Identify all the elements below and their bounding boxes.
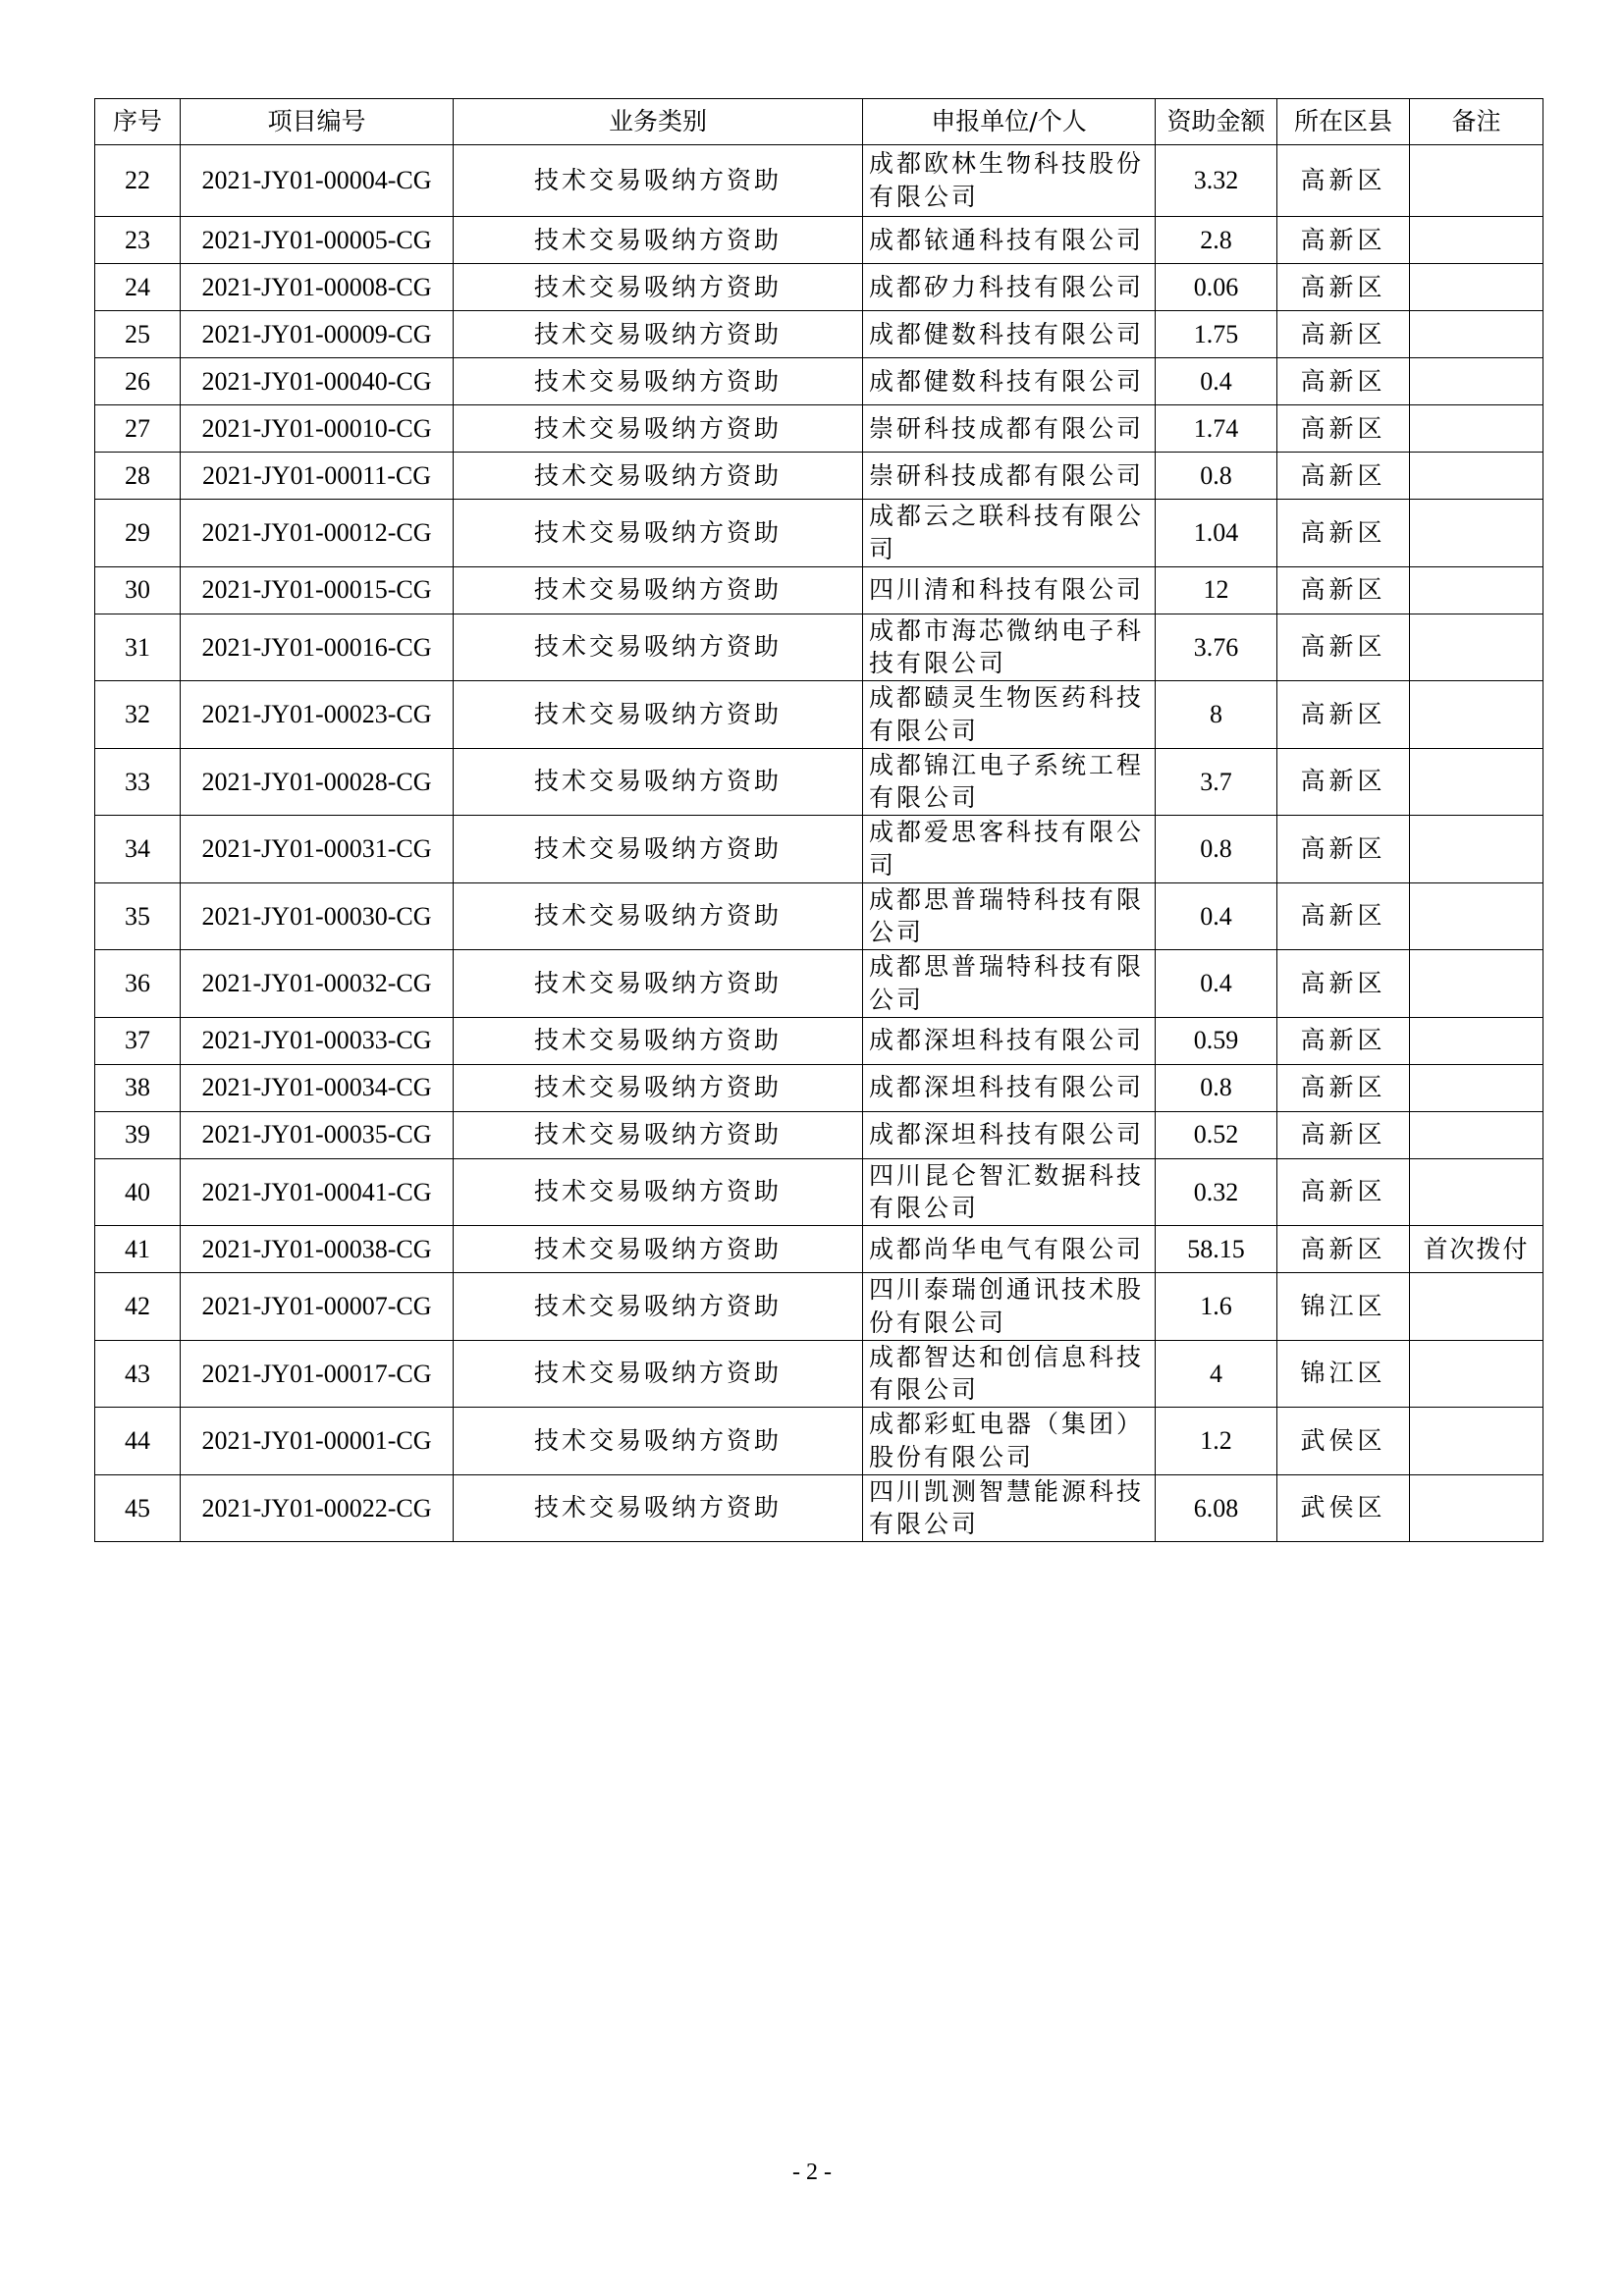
cell-district: 高新区 bbox=[1277, 500, 1410, 567]
table-row bbox=[95, 816, 1543, 883]
cell-remark bbox=[1410, 145, 1543, 217]
cell-category: 技术交易吸纳方资助 bbox=[454, 358, 863, 405]
cell-unit: 成都彩虹电器（集团）股份有限公司 bbox=[863, 1408, 1156, 1475]
cell-district: 高新区 bbox=[1277, 217, 1410, 264]
cell-amount: 0.32 bbox=[1156, 1158, 1277, 1226]
cell-seq: 45 bbox=[95, 1474, 181, 1542]
cell-seq: 36 bbox=[95, 950, 181, 1018]
cell-remark bbox=[1410, 264, 1543, 311]
cell-seq: 27 bbox=[95, 405, 181, 453]
cell-amount: 1.6 bbox=[1156, 1273, 1277, 1341]
cell-code: 2021-JY01-00004-CG bbox=[181, 145, 454, 217]
cell-seq: 32 bbox=[95, 681, 181, 749]
cell-unit: 成都铱通科技有限公司 bbox=[863, 217, 1156, 264]
cell-category: 技术交易吸纳方资助 bbox=[454, 681, 863, 749]
cell-amount: 0.59 bbox=[1156, 1017, 1277, 1064]
cell-code: 2021-JY01-00007-CG bbox=[181, 1273, 454, 1341]
cell-district: 高新区 bbox=[1277, 748, 1410, 816]
cell-remark bbox=[1410, 1408, 1543, 1475]
cell-district: 高新区 bbox=[1277, 311, 1410, 358]
header-remark: 备注 bbox=[1410, 99, 1543, 145]
cell-remark bbox=[1410, 566, 1543, 614]
cell-seq: 25 bbox=[95, 311, 181, 358]
cell-seq: 44 bbox=[95, 1408, 181, 1475]
cell-code: 2021-JY01-00034-CG bbox=[181, 1064, 454, 1111]
cell-amount: 2.8 bbox=[1156, 217, 1277, 264]
cell-unit: 成都深坦科技有限公司 bbox=[863, 1111, 1156, 1158]
page-number: - 2 - bbox=[792, 2160, 832, 2185]
table-row bbox=[95, 405, 1543, 453]
cell-code: 2021-JY01-00040-CG bbox=[181, 358, 454, 405]
cell-unit: 成都健数科技有限公司 bbox=[863, 311, 1156, 358]
cell-category: 技术交易吸纳方资助 bbox=[454, 405, 863, 453]
cell-code: 2021-JY01-00041-CG bbox=[181, 1158, 454, 1226]
header-business-category: 业务类别 bbox=[454, 99, 863, 145]
cell-amount: 4 bbox=[1156, 1340, 1277, 1408]
cell-seq: 42 bbox=[95, 1273, 181, 1341]
cell-code: 2021-JY01-00011-CG bbox=[181, 453, 454, 500]
cell-seq: 38 bbox=[95, 1064, 181, 1111]
cell-category: 技术交易吸纳方资助 bbox=[454, 1226, 863, 1273]
cell-unit: 成都锦江电子系统工程有限公司 bbox=[863, 748, 1156, 816]
table-row bbox=[95, 950, 1543, 1018]
cell-unit: 成都智达和创信息科技有限公司 bbox=[863, 1340, 1156, 1408]
header-seq: 序号 bbox=[95, 99, 181, 145]
cell-amount: 0.8 bbox=[1156, 453, 1277, 500]
cell-amount: 0.8 bbox=[1156, 1064, 1277, 1111]
cell-category: 技术交易吸纳方资助 bbox=[454, 1474, 863, 1542]
table-row bbox=[95, 748, 1543, 816]
cell-unit: 成都赜灵生物医药科技有限公司 bbox=[863, 681, 1156, 749]
cell-seq: 34 bbox=[95, 816, 181, 883]
cell-code: 2021-JY01-00032-CG bbox=[181, 950, 454, 1018]
cell-unit: 四川泰瑞创通讯技术股份有限公司 bbox=[863, 1273, 1156, 1341]
table-row bbox=[95, 1273, 1543, 1341]
cell-code: 2021-JY01-00038-CG bbox=[181, 1226, 454, 1273]
table-row bbox=[95, 1474, 1543, 1542]
cell-unit: 成都矽力科技有限公司 bbox=[863, 264, 1156, 311]
cell-unit: 成都思普瑞特科技有限公司 bbox=[863, 882, 1156, 950]
cell-category: 技术交易吸纳方资助 bbox=[454, 311, 863, 358]
table-row bbox=[95, 1226, 1543, 1273]
cell-seq: 40 bbox=[95, 1158, 181, 1226]
cell-category: 技术交易吸纳方资助 bbox=[454, 566, 863, 614]
cell-amount: 0.52 bbox=[1156, 1111, 1277, 1158]
cell-category: 技术交易吸纳方资助 bbox=[454, 264, 863, 311]
cell-amount: 58.15 bbox=[1156, 1226, 1277, 1273]
cell-district: 高新区 bbox=[1277, 1064, 1410, 1111]
table-row bbox=[95, 1017, 1543, 1064]
cell-remark bbox=[1410, 1017, 1543, 1064]
cell-remark bbox=[1410, 311, 1543, 358]
cell-unit: 四川昆仑智汇数据科技有限公司 bbox=[863, 1158, 1156, 1226]
cell-district: 锦江区 bbox=[1277, 1340, 1410, 1408]
cell-category: 技术交易吸纳方资助 bbox=[454, 1340, 863, 1408]
cell-seq: 23 bbox=[95, 217, 181, 264]
cell-remark bbox=[1410, 405, 1543, 453]
cell-district: 高新区 bbox=[1277, 681, 1410, 749]
cell-remark bbox=[1410, 1158, 1543, 1226]
funding-table bbox=[94, 98, 1543, 1542]
cell-amount: 1.75 bbox=[1156, 311, 1277, 358]
table-row bbox=[95, 1111, 1543, 1158]
cell-remark bbox=[1410, 614, 1543, 681]
table-row bbox=[95, 145, 1543, 217]
table-row bbox=[95, 311, 1543, 358]
cell-category: 技术交易吸纳方资助 bbox=[454, 217, 863, 264]
cell-remark bbox=[1410, 500, 1543, 567]
cell-remark bbox=[1410, 1111, 1543, 1158]
cell-remark bbox=[1410, 882, 1543, 950]
cell-remark bbox=[1410, 453, 1543, 500]
cell-seq: 30 bbox=[95, 566, 181, 614]
header-project-code: 项目编号 bbox=[181, 99, 454, 145]
cell-category: 技术交易吸纳方资助 bbox=[454, 1158, 863, 1226]
cell-amount: 6.08 bbox=[1156, 1474, 1277, 1542]
cell-unit: 成都深坦科技有限公司 bbox=[863, 1017, 1156, 1064]
cell-remark bbox=[1410, 1340, 1543, 1408]
table-row bbox=[95, 566, 1543, 614]
cell-district: 高新区 bbox=[1277, 614, 1410, 681]
cell-category: 技术交易吸纳方资助 bbox=[454, 1408, 863, 1475]
cell-seq: 26 bbox=[95, 358, 181, 405]
table-row bbox=[95, 500, 1543, 567]
cell-code: 2021-JY01-00008-CG bbox=[181, 264, 454, 311]
cell-unit: 成都欧林生物科技股份有限公司 bbox=[863, 145, 1156, 217]
cell-category: 技术交易吸纳方资助 bbox=[454, 882, 863, 950]
table-row bbox=[95, 1064, 1543, 1111]
cell-unit: 成都爱思客科技有限公司 bbox=[863, 816, 1156, 883]
cell-unit: 崇研科技成都有限公司 bbox=[863, 405, 1156, 453]
cell-code: 2021-JY01-00022-CG bbox=[181, 1474, 454, 1542]
cell-category: 技术交易吸纳方资助 bbox=[454, 1273, 863, 1341]
table-row bbox=[95, 681, 1543, 749]
cell-unit: 成都市海芯微纳电子科技有限公司 bbox=[863, 614, 1156, 681]
cell-district: 高新区 bbox=[1277, 816, 1410, 883]
cell-category: 技术交易吸纳方资助 bbox=[454, 145, 863, 217]
cell-amount: 1.74 bbox=[1156, 405, 1277, 453]
cell-amount: 3.76 bbox=[1156, 614, 1277, 681]
cell-seq: 22 bbox=[95, 145, 181, 217]
cell-amount: 3.32 bbox=[1156, 145, 1277, 217]
table-row bbox=[95, 1408, 1543, 1475]
cell-district: 高新区 bbox=[1277, 1226, 1410, 1273]
cell-code: 2021-JY01-00015-CG bbox=[181, 566, 454, 614]
cell-district: 高新区 bbox=[1277, 1017, 1410, 1064]
cell-category: 技术交易吸纳方资助 bbox=[454, 500, 863, 567]
cell-remark bbox=[1410, 358, 1543, 405]
cell-district: 高新区 bbox=[1277, 1111, 1410, 1158]
cell-unit: 崇研科技成都有限公司 bbox=[863, 453, 1156, 500]
cell-amount: 1.04 bbox=[1156, 500, 1277, 567]
cell-unit: 成都健数科技有限公司 bbox=[863, 358, 1156, 405]
cell-district: 武侯区 bbox=[1277, 1408, 1410, 1475]
cell-category: 技术交易吸纳方资助 bbox=[454, 1017, 863, 1064]
cell-district: 锦江区 bbox=[1277, 1273, 1410, 1341]
cell-seq: 35 bbox=[95, 882, 181, 950]
cell-amount: 8 bbox=[1156, 681, 1277, 749]
cell-seq: 43 bbox=[95, 1340, 181, 1408]
cell-seq: 29 bbox=[95, 500, 181, 567]
cell-amount: 0.4 bbox=[1156, 882, 1277, 950]
cell-remark bbox=[1410, 681, 1543, 749]
cell-category: 技术交易吸纳方资助 bbox=[454, 453, 863, 500]
cell-unit: 成都思普瑞特科技有限公司 bbox=[863, 950, 1156, 1018]
cell-code: 2021-JY01-00012-CG bbox=[181, 500, 454, 567]
cell-district: 高新区 bbox=[1277, 405, 1410, 453]
cell-code: 2021-JY01-00010-CG bbox=[181, 405, 454, 453]
table-row bbox=[95, 614, 1543, 681]
cell-category: 技术交易吸纳方资助 bbox=[454, 1064, 863, 1111]
cell-district: 高新区 bbox=[1277, 358, 1410, 405]
cell-remark: 首次拨付 bbox=[1410, 1226, 1543, 1273]
cell-code: 2021-JY01-00030-CG bbox=[181, 882, 454, 950]
table-body bbox=[95, 145, 1543, 1542]
cell-amount: 0.4 bbox=[1156, 950, 1277, 1018]
cell-seq: 33 bbox=[95, 748, 181, 816]
cell-amount: 12 bbox=[1156, 566, 1277, 614]
cell-remark bbox=[1410, 1064, 1543, 1111]
cell-code: 2021-JY01-00016-CG bbox=[181, 614, 454, 681]
cell-code: 2021-JY01-00017-CG bbox=[181, 1340, 454, 1408]
cell-category: 技术交易吸纳方资助 bbox=[454, 816, 863, 883]
cell-district: 高新区 bbox=[1277, 566, 1410, 614]
header-applicant: 申报单位/个人 bbox=[863, 99, 1156, 145]
header-district: 所在区县 bbox=[1277, 99, 1410, 145]
cell-amount: 0.06 bbox=[1156, 264, 1277, 311]
cell-seq: 37 bbox=[95, 1017, 181, 1064]
cell-amount: 0.8 bbox=[1156, 816, 1277, 883]
cell-district: 高新区 bbox=[1277, 1158, 1410, 1226]
cell-code: 2021-JY01-00023-CG bbox=[181, 681, 454, 749]
cell-district: 高新区 bbox=[1277, 264, 1410, 311]
table-row bbox=[95, 264, 1543, 311]
table-row bbox=[95, 1340, 1543, 1408]
cell-seq: 28 bbox=[95, 453, 181, 500]
cell-seq: 41 bbox=[95, 1226, 181, 1273]
cell-unit: 成都尚华电气有限公司 bbox=[863, 1226, 1156, 1273]
cell-district: 高新区 bbox=[1277, 145, 1410, 217]
cell-code: 2021-JY01-00009-CG bbox=[181, 311, 454, 358]
cell-unit: 成都云之联科技有限公司 bbox=[863, 500, 1156, 567]
cell-remark bbox=[1410, 217, 1543, 264]
cell-code: 2021-JY01-00031-CG bbox=[181, 816, 454, 883]
cell-code: 2021-JY01-00035-CG bbox=[181, 1111, 454, 1158]
cell-remark bbox=[1410, 816, 1543, 883]
table-row bbox=[95, 217, 1543, 264]
cell-remark bbox=[1410, 1474, 1543, 1542]
cell-amount: 3.7 bbox=[1156, 748, 1277, 816]
cell-seq: 24 bbox=[95, 264, 181, 311]
cell-code: 2021-JY01-00033-CG bbox=[181, 1017, 454, 1064]
cell-remark bbox=[1410, 748, 1543, 816]
cell-unit: 成都深坦科技有限公司 bbox=[863, 1064, 1156, 1111]
cell-district: 高新区 bbox=[1277, 453, 1410, 500]
cell-category: 技术交易吸纳方资助 bbox=[454, 614, 863, 681]
table-row bbox=[95, 453, 1543, 500]
cell-unit: 四川凯测智慧能源科技有限公司 bbox=[863, 1474, 1156, 1542]
cell-category: 技术交易吸纳方资助 bbox=[454, 748, 863, 816]
cell-district: 武侯区 bbox=[1277, 1474, 1410, 1542]
cell-seq: 31 bbox=[95, 614, 181, 681]
cell-category: 技术交易吸纳方资助 bbox=[454, 1111, 863, 1158]
header-amount: 资助金额 bbox=[1156, 99, 1277, 145]
cell-code: 2021-JY01-00001-CG bbox=[181, 1408, 454, 1475]
cell-remark bbox=[1410, 1273, 1543, 1341]
table-header-row bbox=[95, 99, 1543, 145]
cell-district: 高新区 bbox=[1277, 950, 1410, 1018]
cell-district: 高新区 bbox=[1277, 882, 1410, 950]
cell-amount: 1.2 bbox=[1156, 1408, 1277, 1475]
table-row bbox=[95, 882, 1543, 950]
cell-unit: 四川清和科技有限公司 bbox=[863, 566, 1156, 614]
cell-remark bbox=[1410, 950, 1543, 1018]
cell-code: 2021-JY01-00005-CG bbox=[181, 217, 454, 264]
table-row bbox=[95, 1158, 1543, 1226]
cell-code: 2021-JY01-00028-CG bbox=[181, 748, 454, 816]
table-row bbox=[95, 358, 1543, 405]
cell-amount: 0.4 bbox=[1156, 358, 1277, 405]
cell-category: 技术交易吸纳方资助 bbox=[454, 950, 863, 1018]
cell-seq: 39 bbox=[95, 1111, 181, 1158]
